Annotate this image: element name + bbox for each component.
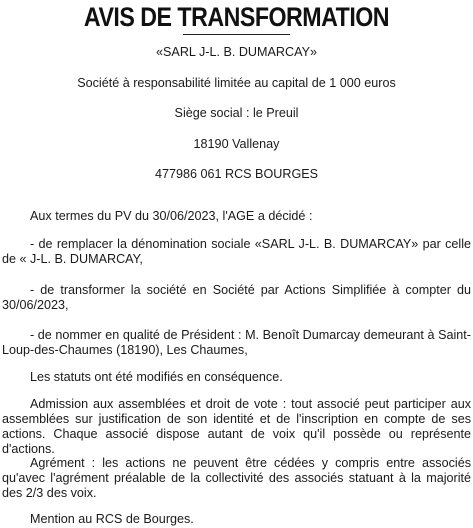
registered-office: Siège social : le Preuil xyxy=(174,106,299,120)
rcs-mention: Mention au RCS de Bourges. xyxy=(30,512,194,526)
decision-intro: Aux termes du PV du 30/06/2023, l'AGE a décidé : xyxy=(30,209,313,223)
decision-rename: - de remplacer la dénomination sociale «SARL J-L. B. DUMARCAY» par celle de « J-L. B. DUMARCAY, xyxy=(2,237,471,266)
company-name: «SARL J-L. B. DUMARCAY» xyxy=(156,45,317,59)
admission-voting: Admission aux assemblées et droit de vote : tout associé peut participer aux assemblées sur justification de son identité et de l'inscription en compte de ses actions. Chaque associé dispose autant de voix qu'il possède ou représente d'actions. xyxy=(2,397,471,456)
decision-president: - de nommer en qualité de Président : M. Benoît Dumarcay demeurant à Saint-Loup-des-Chaumes (18190), Les Chaumes, xyxy=(2,328,471,357)
rcs-number: 477986 061 RCS BOURGES xyxy=(154,167,319,181)
company-legal-form: Société à responsabilité limitée au capital de 1 000 euros xyxy=(77,76,396,90)
title-underline xyxy=(183,34,290,35)
statutes-modified: Les statuts ont été modifiés en conséquence. xyxy=(30,370,283,384)
approval-clause: Agrément : les actions ne peuvent être cédées y compris entre associés qu'avec l'agrément préalable de la collectivité des associés statuant à la majorité des 2/3 des voix. xyxy=(2,456,471,500)
decision-transform: - de transformer la société en Société par Actions Simplifiée à compter du 30/06/2023, xyxy=(2,283,471,312)
postal-city: 18190 Vallenay xyxy=(193,137,280,151)
notice-title: AVIS DE TRANSFORMATION xyxy=(83,2,390,32)
